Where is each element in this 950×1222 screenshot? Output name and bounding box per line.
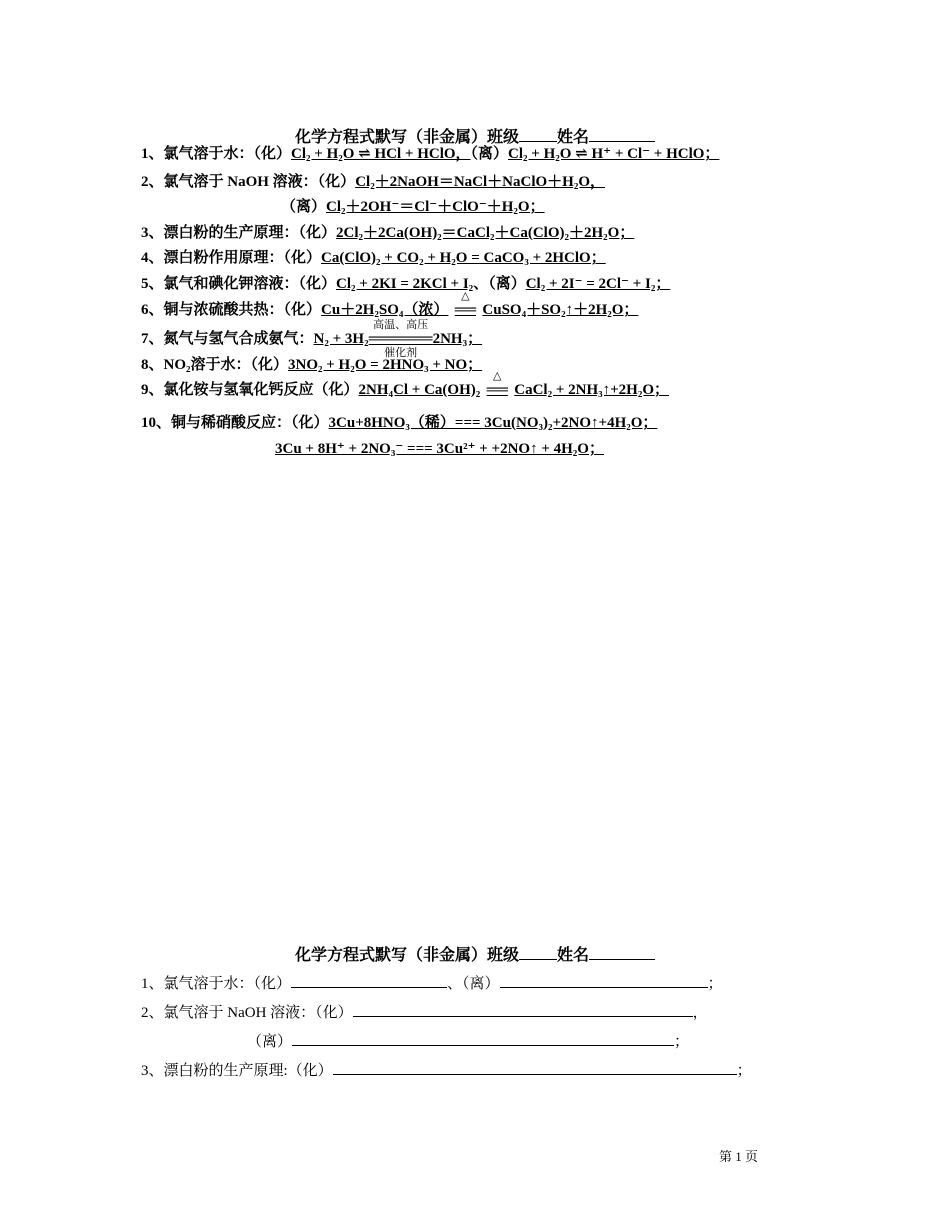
answer-line-6: 6、铜与浓硫酸共热：（化）Cu＋2H₂SO₄（浓） △ ══ CuSO₄＋SO₂↑＋2H₂O； <box>141 290 639 318</box>
page-number: 第 1 页 <box>719 1149 759 1164</box>
fill-blank[interactable] <box>333 1060 737 1075</box>
blank-row-3: 3、漂白粉的生产原理:（化） ； <box>141 1059 752 1080</box>
heat-condition: △ ══ <box>486 370 508 398</box>
fill-blank[interactable] <box>353 1002 693 1017</box>
answer-line-8: 8、NO₂溶于水：（化）3NO₂ + H₂O = 2HNO₃ + NO； <box>141 357 483 373</box>
answer-line-1: 1、氯气溶于水：（化）Cl₂ + H₂O ⇌ HCl + HClO，（离）Cl₂ + H₂O ⇌ H⁺ + Cl⁻ + HClO； <box>141 146 720 162</box>
answer-line-3: 3、漂白粉的生产原理：（化）2Cl₂＋2Ca(OH)₂＝CaCl₂＋Ca(ClO)₂＋2H₂O； <box>141 225 635 241</box>
name-blank <box>589 945 655 960</box>
answer-line-2: 2、氯气溶于 NaOH 溶液：（化）Cl₂＋2NaOH＝NaCl＋NaClO＋H₂O， <box>141 174 606 190</box>
answer-line-2-ionic: （离）Cl₂＋2OH⁻＝Cl⁻＋ClO⁻＋H₂O； <box>281 199 545 215</box>
answer-line-4: 4、漂白粉作用原理：（化）Ca(ClO)₂ + CO₂ + H₂O = CaCO₃ + 2HClO； <box>141 250 606 266</box>
fill-blank[interactable] <box>500 973 708 988</box>
class-blank <box>519 127 557 142</box>
blank-sheet-title: 化学方程式默写（非金属）班级 姓名 <box>0 942 950 965</box>
answer-line-5: 5、氯气和碘化钾溶液：（化）Cl₂ + 2KI = 2KCl + I₂、（离）Cl₂ + 2I⁻ = 2Cl⁻ + I₂； <box>141 276 671 292</box>
blank-row-1: 1、氯气溶于水：（化） 、（离） ； <box>141 972 723 993</box>
class-blank <box>519 945 557 960</box>
answer-line-7: 7、氮气与氢气合成氨气：N₂ + 3H₂ 高温、高压 ══════ 催化剂 2NH₃； <box>141 319 483 359</box>
answer-line-10-ionic: 3Cu + 8H⁺ + 2NO₃⁻ === 3Cu²⁺ + +2NO↑ + 4H₂O； <box>275 441 604 457</box>
synthesis-condition: 高温、高压 ══════ 催化剂 <box>368 319 433 359</box>
fill-blank[interactable] <box>292 1031 674 1046</box>
blank-row-2-ionic: （离） ； <box>247 1030 689 1051</box>
answer-line-9: 9、氯化铵与氢氧化钙反应（化）2NH₄Cl + Ca(OH)₂ △ ══ CaCl₂ + 2NH₃↑+2H₂O； <box>141 370 669 398</box>
answer-line-10: 10、铜与稀硝酸反应：（化）3Cu+8HNO₃（稀）=== 3Cu(NO₃)₂+2NO↑+4H₂O； <box>141 415 658 431</box>
answer-title: 化学方程式默写（非金属）班级 姓名 <box>0 124 950 147</box>
blank-row-2: 2、氯气溶于 NaOH 溶液：（化） ， <box>141 1001 708 1022</box>
name-blank <box>589 127 655 142</box>
heat-condition: △ ══ <box>454 290 477 318</box>
fill-blank[interactable] <box>291 973 447 988</box>
